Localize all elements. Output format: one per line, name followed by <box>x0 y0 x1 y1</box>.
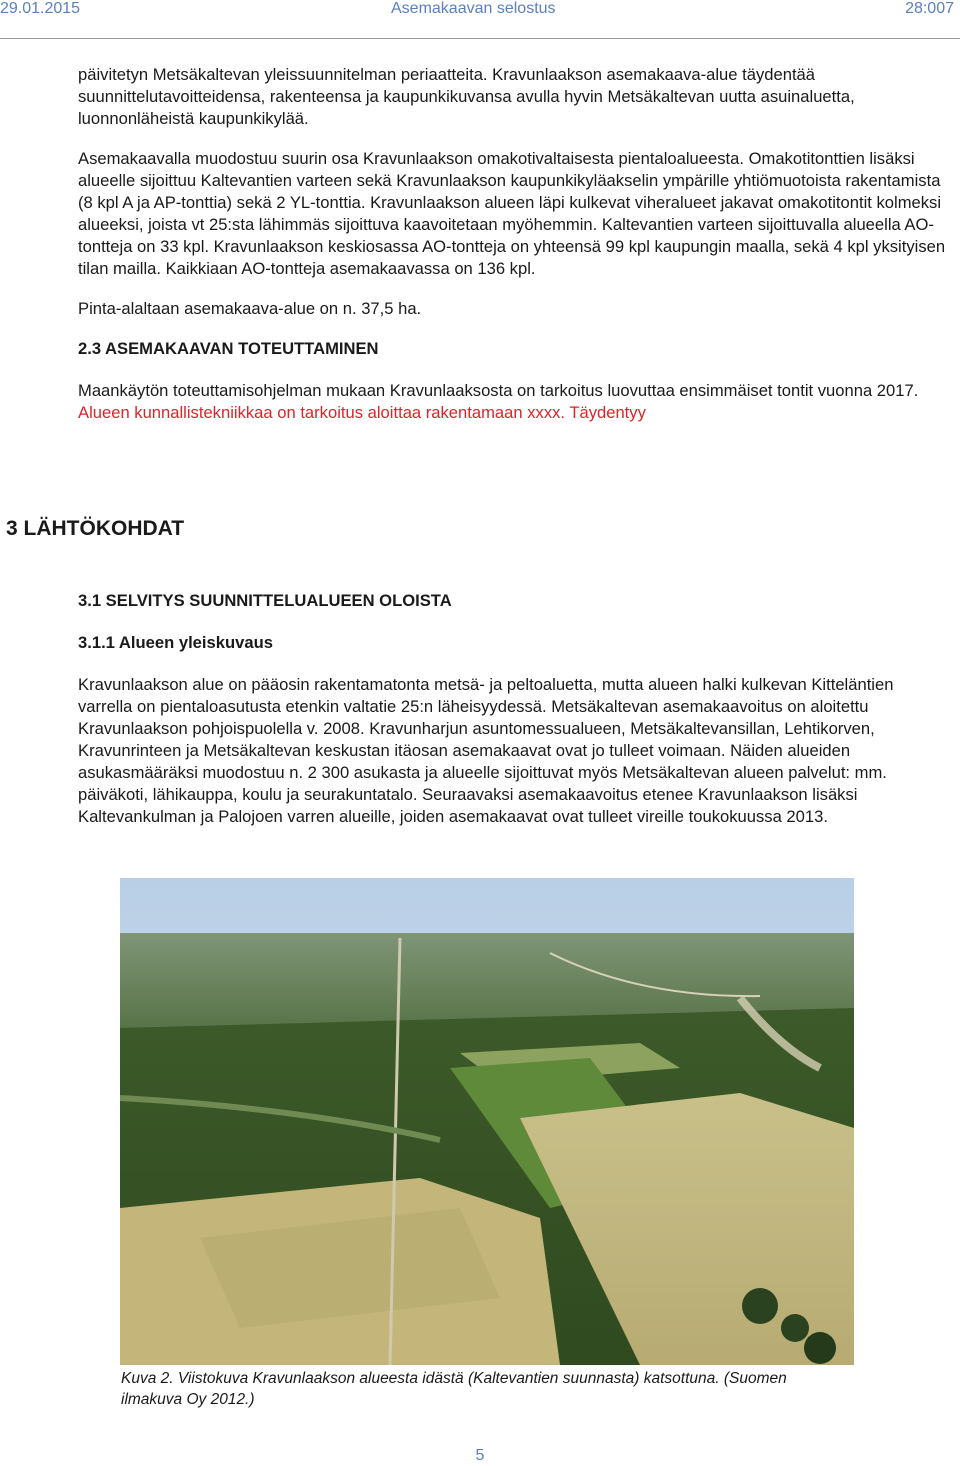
section-2-3-heading: 2.3 ASEMAKAAVAN TOTEUTTAMINEN <box>78 339 379 358</box>
intro-content <box>78 64 952 442</box>
section-3-1-1-paragraph: Kravunlaakson alue on pääosin rakentamatonta metsä- ja peltoaluetta, mutta alueen halki kulkevan Kitteläntien varrella on pientaloasutusta etenkin valtatie 25:n läheisyydessä. Metsäkaltevan asemakaavoitus on aloitettu Kravunlaakson pohjoispuolella v. 2008. Kravunharjun asuntomessualueen, Metsäkaltevansillan, Lehtikorven, Kravunrinteen ja Metsäkaltevan keskustan itäosan asemakaavat ovat jo tulleet voimaan. Näiden alueiden asukasmääräksi muodostuu n. 2 300 asukasta ja alueelle sijoittuvat myös Metsäkaltevan alueen palvelut: mm. päiväkoti, lähikauppa, koulu ja seurakuntatalo. Seuraavaksi asemakaavoitus etenee Kravunlaakson lisäksi Kaltevankulman ja Palojoen varren alueille, joiden asemakaavat ovat tulleet vireille toukokuussa 2013. <box>78 675 894 826</box>
section-3-1-1-heading: 3.1.1 Alueen yleiskuvaus <box>78 633 273 652</box>
section-2-3-text: Maankäytön toteuttamisohjelman mukaan Kravunlaaksosta on tarkoitus luovuttaa ensimmäiset tontit vuonna 2017. <box>78 381 919 400</box>
header-title: Asemakaavan selostus <box>391 0 556 17</box>
aerial-photo <box>120 878 854 1365</box>
section-2-3-red-text: Alueen kunnallistekniikkaa on tarkoitus aloittaa rakentamaan xxxx. Täydentyy <box>78 403 646 422</box>
intro-paragraph-2: Asemakaavalla muodostuu suurin osa Kravunlaakson omakotivaltaisesta pientaloalueesta. Omakotitonttien lisäksi alueelle sijoittuu Kaltevantien varteen sekä Kravunlaakson kaupunkikyläakselin ympärille yhtiömuotoista rakentamista (8 kpl A ja AP-tonttia) sekä 2 YL-tonttia. Kravunlaakson alueen läpi kulkevat viheralueet jakavat omakotitontit kolmeksi alueeksi, joista vt 25:sta lähimmäs sijoittuva kaavoitetaan myöhemmin. Kaltevantien varteen sijoittuvalla alueella AO-tontteja on 33 kpl. Kravunlaakson keskiosassa AO-tontteja on yhteensä 99 kpl kaupungin maalla, sekä 4 kpl yksityisen tilan mailla. Kaikkiaan AO-tontteja asemakaavassa on 136 kpl. <box>78 149 946 278</box>
chapter-3-heading: 3 LÄHTÖKOHDAT <box>6 517 185 540</box>
header-divider <box>0 38 960 39</box>
page-number: 5 <box>475 1447 485 1464</box>
page-header <box>0 0 960 40</box>
figure-caption: Kuva 2. Viistokuva Kravunlaakson alueesta idästä (Kaltevantien suunnasta) katsottuna. (Suomen ilmakuva Oy 2012.) <box>121 1370 787 1408</box>
aerial-photo-illustration <box>120 878 854 1365</box>
section-2-3-paragraph <box>78 380 952 424</box>
section-3-1-heading: 3.1 SELVITYS SUUNNITTELUALUEEN OLOISTA <box>78 591 452 610</box>
header-code: 28:007 <box>905 0 954 17</box>
header-date: 29.01.2015 <box>0 0 81 17</box>
intro-paragraph-1: päivitetyn Metsäkaltevan yleissuunnitelman periaatteita. Kravunlaakson asemakaava-alue täydentää suunnittelutavoitteidensa, rakenteensa ja kaupunkikuvansa avulla hyvin Metsäkaltevan uutta asuinaluetta, luonnonläheistä kaupunkikylää. <box>78 65 855 128</box>
intro-paragraph-3: Pinta-alaltaan asemakaava-alue on n. 37,5 ha. <box>78 299 422 318</box>
chapter-3-content <box>78 590 952 846</box>
